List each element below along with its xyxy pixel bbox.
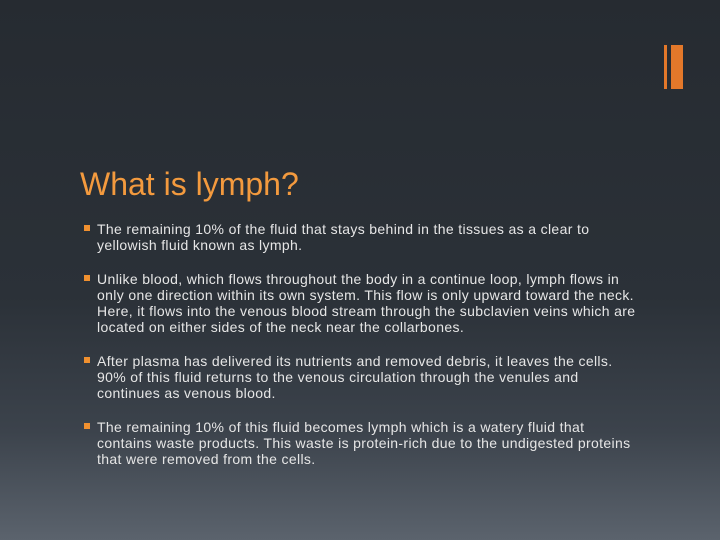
bullet-text: After plasma has delivered its nutrients and removed debris, it leaves the cells. 90% of this fluid returns to the venous circulation through the venules and continues as venous blood. <box>97 353 613 401</box>
bullet-text: Unlike blood, which flows throughout the body in a continue loop, lymph flows in only one direction within its own system. This flow is only upward toward the neck. Here, it flows into the venous blood stream through the subclavien veins which are located on either sides of the neck near the collarbones. <box>97 271 636 335</box>
accent-bar-thick <box>671 45 683 89</box>
square-bullet-icon <box>84 275 90 281</box>
bullet-text: The remaining 10% of the fluid that stays behind in the tissues as a clear to yellowish fluid known as lymph. <box>97 221 590 253</box>
bullet-text: The remaining 10% of this fluid becomes lymph which is a watery fluid that contains waste products. This waste is protein-rich due to the undigested proteins that were removed from the cells. <box>97 419 631 467</box>
slide-title: What is lymph? <box>80 166 299 202</box>
bullet-list <box>84 221 640 485</box>
accent-bar-thin <box>664 45 667 89</box>
square-bullet-icon <box>84 225 90 231</box>
square-bullet-icon <box>84 423 90 429</box>
bullet-item <box>84 419 640 467</box>
bullet-item <box>84 271 640 335</box>
square-bullet-icon <box>84 357 90 363</box>
bullet-item <box>84 221 640 253</box>
bullet-item <box>84 353 640 401</box>
